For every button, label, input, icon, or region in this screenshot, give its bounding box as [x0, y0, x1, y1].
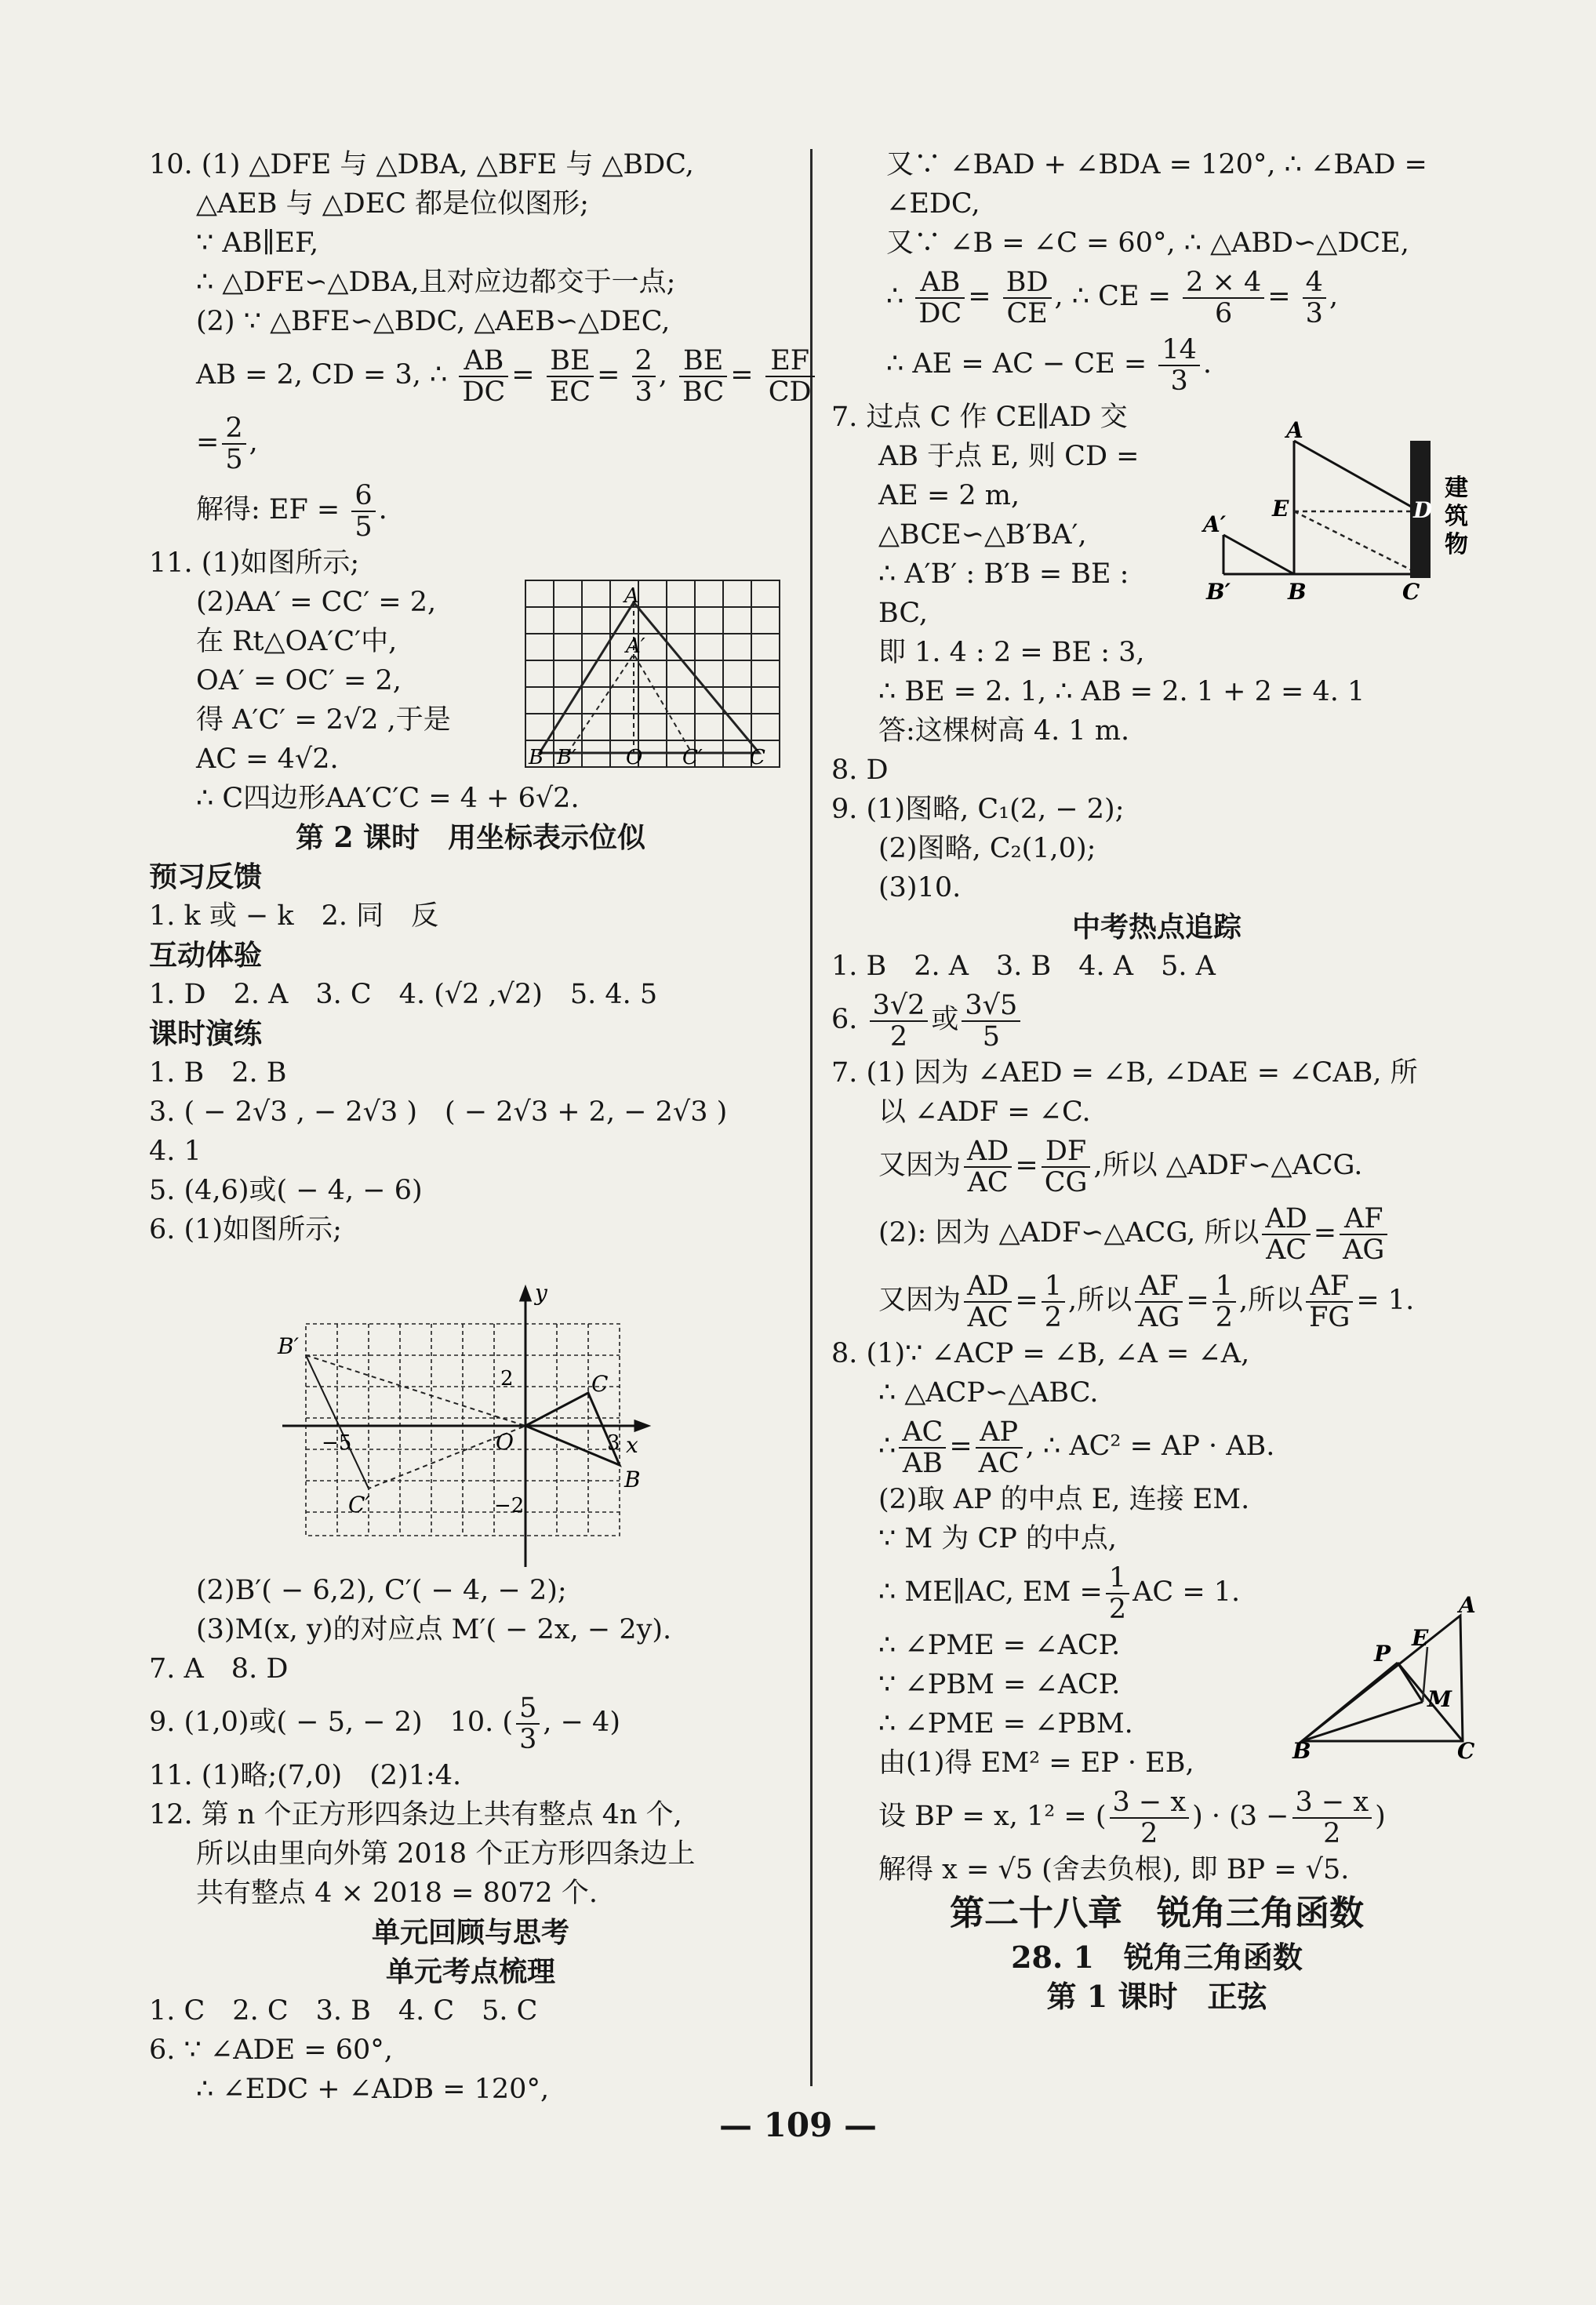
q10-line7: = $\frac{2}{5}$ , — [196, 412, 258, 475]
unit-a1: 1. C 2. C 3. B 4. C 5. C — [149, 1995, 538, 2027]
q10-line6: AB = 2, CD = 3, ∴ $\frac{AB}{DC}$ = $\frac{BE}{EC}$ = $\frac{2}{3}$ , $\frac{BE}{BC}$ = $\frac{EF}{CD}$ — [149, 341, 792, 409]
hq7-line1: 7. (1) 因为 ∠AED = ∠B, ∠DAE = ∠CAB, 所 — [831, 1057, 1418, 1089]
hq7-line2: 以 ∠ADF = ∠C. — [878, 1096, 1091, 1128]
tree-building-figure — [1200, 417, 1482, 609]
hq8-line5: ∵ M 为 CP 的中点, — [878, 1523, 1118, 1554]
label-C: C — [1457, 1738, 1475, 1761]
hq7-line3-suffix: ,所以 △ADF∽△ACG. — [1093, 1150, 1363, 1181]
hot-a6-or: 或 — [931, 1004, 959, 1035]
label-C-prime: C′ — [348, 1492, 370, 1518]
hot-a1: 1. B 2. A 3. B 4. A 5. A — [831, 951, 1216, 982]
practice-a11: 11. (1)略;(7,0) (2)1:4. — [149, 1760, 462, 1791]
q7-line5: ∴ A′B′ : B′B = BE : — [878, 558, 1129, 590]
r-line5-prefix: ∴ AE = AC − CE = — [886, 348, 1147, 380]
fraction: $\frac{AD}{AC}$ — [1262, 1204, 1310, 1265]
unit-a6-2: ∴ ∠EDC + ∠ADB = 120°, — [196, 2074, 550, 2105]
section-title: 28. 1 锐角三角函数 — [1011, 1940, 1303, 1975]
fraction: $\frac{1}{2}$ — [1106, 1563, 1129, 1624]
fraction: $\frac{AF}{FG}$ — [1306, 1271, 1353, 1332]
grid-triangle-figure — [524, 579, 783, 771]
practice-a6: 6. (1)如图所示; — [149, 1214, 342, 1245]
practice-a9 — [149, 1689, 792, 1756]
label-C-prime: C′ — [682, 746, 703, 769]
fraction: $\frac{4}{3}$ — [1303, 267, 1326, 329]
label-B: B — [1292, 1738, 1311, 1761]
label-B-prime: B′ — [278, 1333, 299, 1359]
a8: 8. D — [831, 754, 889, 786]
hq8-line9: ∴ ∠PME = ∠PBM. — [878, 1708, 1133, 1740]
fraction: $\frac{BE}{EC}$ — [547, 346, 594, 407]
label-B: B — [529, 746, 544, 769]
practice-a6-2: (2)B′( − 6,2), C′( − 4, − 2); — [196, 1575, 567, 1606]
q7-line7: 即 1. 4 : 2 = BE : 3, — [878, 637, 1145, 668]
left-column — [149, 145, 812, 2109]
practice-a3: 3. ( − 2√3 , − 2√3 ) ( − 2√3 + 2, − 2√3 ) — [149, 1096, 728, 1128]
axis-y-label: y — [535, 1280, 547, 1306]
hq8-line6-prefix: ∴ ME∥AC, EM = — [878, 1576, 1103, 1608]
coordinate-plane-figure — [274, 1277, 651, 1575]
q11-line6: AC = 4√2. — [196, 743, 339, 775]
q10-line8: 解得: EF = $\frac{6}{5}$ . — [196, 479, 387, 543]
label-D: D — [1413, 497, 1433, 523]
hq8-line4: (2)取 AP 的中点 E, 连接 EM. — [878, 1484, 1250, 1515]
label-C: C — [591, 1371, 609, 1397]
column-divider — [810, 149, 813, 2086]
q7-line4: △BCE∽△B′BA′, — [878, 519, 1087, 551]
hq7-line3: 又因为 $\frac{AD}{AC}$ = $\frac{DF}{CG}$ ,所以 △ADF∽△ACG. — [878, 1135, 1363, 1198]
q11-line4: OA′ = OC′ = 2, — [196, 665, 402, 696]
fraction: $\frac{AP}{AC}$ — [976, 1417, 1023, 1478]
fraction: $\frac{AF}{AG}$ — [1340, 1204, 1387, 1265]
q11-line2: (2)AA′ = CC′ = 2, — [196, 587, 437, 618]
q11-line1: 11. (1)如图所示; — [149, 547, 360, 579]
hq8-line8: ∵ ∠PBM = ∠ACP. — [878, 1669, 1121, 1700]
hq8-line11 — [831, 1783, 1482, 1850]
label-B: B — [1288, 579, 1307, 605]
tick-neg2: −2 — [494, 1494, 525, 1518]
fraction: $\frac{2 \times 4}{6}$ — [1183, 267, 1264, 329]
hq8-line12: 解得 x = √5 (舍去负根), 即 BP = √5. — [878, 1854, 1350, 1885]
label-O: O — [626, 746, 643, 769]
fraction: $\frac{3√2}{2}$ — [870, 991, 929, 1052]
q7-line2: AB 于点 E, 则 CD = — [878, 441, 1140, 472]
r-line5: ∴ AE = AC − CE = $\frac{14}{3}$ . — [886, 333, 1212, 397]
label-A: A — [1286, 417, 1303, 443]
label-B-prime: B′ — [557, 746, 577, 769]
hq8-line3-prefix: ∴ — [878, 1431, 896, 1462]
label-B-prime: B′ — [1206, 579, 1231, 605]
q9-line2: (2)图略, C₂(1,0); — [878, 833, 1096, 864]
practice-a1: 1. B 2. B — [149, 1057, 287, 1089]
fraction: $\frac{2}{5}$ — [222, 413, 245, 474]
hq7-line5-mid: ,所以 — [1067, 1285, 1132, 1316]
r-line3: 又∵ ∠B = ∠C = 60°, ∴ △ABD∽△DCE, — [886, 227, 1409, 259]
tick-neg5: −5 — [322, 1431, 352, 1455]
label-E: E — [1272, 496, 1289, 522]
building-char-2: 筑 — [1445, 503, 1468, 530]
fraction: $\frac{2}{3}$ — [632, 346, 656, 407]
q7-line1: 7. 过点 C 作 CE∥AD 交 — [831, 402, 1128, 433]
label-C: C — [750, 746, 765, 769]
hq7-line5-prefix: 又因为 — [878, 1285, 962, 1316]
r-line2: ∠EDC, — [886, 188, 980, 220]
hot-a6 — [831, 986, 1482, 1053]
practice-a4: 4. 1 — [149, 1136, 202, 1167]
fraction: $\frac{AB}{DC}$ — [459, 346, 508, 407]
building-char-3: 物 — [1445, 531, 1468, 558]
hq8-line11-suffix: ) — [1375, 1801, 1386, 1832]
chapter-title: 第二十八章 锐角三角函数 — [950, 1893, 1364, 1933]
fraction: $\frac{1}{2}$ — [1042, 1271, 1065, 1332]
hq8-line6-suffix: AC = 1. — [1132, 1576, 1241, 1608]
q11-line7: ∴ C四边形AA′C′C = 4 + 6√2. — [196, 783, 580, 814]
hq7-line4-prefix: (2): 因为 △ADF∽△ACG, 所以 — [878, 1217, 1260, 1249]
q10-line6-prefix: AB = 2, CD = 3, ∴ — [196, 359, 448, 391]
hq7-line3-prefix: 又因为 — [878, 1150, 962, 1181]
q10-line2: △AEB 与 △DEC 都是位似图形; — [196, 188, 589, 220]
hot-title: 中考热点追踪 — [1071, 911, 1242, 943]
q7-line9: 答:这棵树高 4. 1 m. — [878, 715, 1130, 747]
label-O: O — [496, 1429, 514, 1455]
practice-a9-suffix: , − 4) — [543, 1707, 620, 1738]
r-line4-mid: , ∴ CE = — [1054, 281, 1171, 312]
hq8-line7: ∴ ∠PME = ∠ACP. — [878, 1630, 1121, 1661]
fraction: $\frac{3√5}{5}$ — [962, 991, 1020, 1052]
hq8-line2: ∴ △ACP∽△ABC. — [878, 1377, 1099, 1409]
practice-a12-line3: 共有整点 4 × 2018 = 8072 个. — [196, 1878, 598, 1909]
interactive-heading: 互动体验 — [149, 939, 263, 972]
fraction: $\frac{AC}{AB}$ — [899, 1417, 946, 1478]
hq8-line10: 由(1)得 EM² = EP · EB, — [878, 1747, 1194, 1779]
fraction: $\frac{AF}{AG}$ — [1135, 1271, 1183, 1332]
q10-line4: ∴ △DFE∽△DBA,且对应边都交于一点; — [196, 267, 676, 298]
fraction: $\frac{EF}{CD}$ — [765, 346, 815, 407]
r-line4: ∴ $\frac{AB}{DC}$ = $\frac{BD}{CE}$ , ∴ CE = $\frac{2 \times 4}{6}$ = $\frac{4}{3}$ , — [886, 266, 1339, 329]
label-E: E — [1412, 1625, 1429, 1651]
fraction: $\frac{BE}{BC}$ — [679, 346, 727, 407]
hq8-line3: ∴ $\frac{AC}{AB}$ = $\frac{AP}{AC}$ , ∴ AC² = AP · AB. — [878, 1416, 1275, 1479]
fraction: $\frac{3 - x}{2}$ — [1292, 1787, 1372, 1849]
label-A-prime: A′ — [626, 634, 645, 658]
r-line1: 又∵ ∠BAD + ∠BDA = 120°, ∴ ∠BAD = — [886, 149, 1427, 180]
practice-a5: 5. (4,6)或( − 4, − 6) — [149, 1175, 423, 1206]
label-A: A — [624, 584, 639, 608]
fraction: $\frac{AD}{AC}$ — [964, 1136, 1012, 1198]
unit-points-title: 单元考点梳理 — [385, 1955, 555, 1988]
interactive-answers: 1. D 2. A 3. C 4. (√2 ,√2) 5. 4. 5 — [149, 979, 658, 1010]
label-B: B — [624, 1467, 641, 1492]
practice-a12-line1: 12. 第 n 个正方形四条边上共有整点 4n 个, — [149, 1799, 682, 1831]
label-C: C — [1402, 579, 1420, 605]
hq7-line4: (2): 因为 △ADF∽△ACG, 所以 $\frac{AD}{AC}$ = $\frac{AF}{AG}$ — [831, 1199, 1482, 1267]
hq8-line11-mid: ) · (3 − — [1192, 1801, 1289, 1832]
q7-line3: AE = 2 m, — [878, 480, 1020, 511]
fraction: $\frac{6}{5}$ — [351, 481, 375, 542]
building-char-1: 建 — [1445, 474, 1468, 502]
fraction: $\frac{5}{3}$ — [516, 1693, 540, 1754]
lesson-2-title: 第 2 课时 用坐标表示位似 — [295, 821, 646, 854]
q7-line8: ∴ BE = 2. 1, ∴ AB = 2. 1 + 2 = 4. 1 — [878, 676, 1365, 707]
fraction: $\frac{14}{3}$ — [1158, 335, 1200, 396]
practice-a7: 7. A 8. D — [149, 1653, 289, 1685]
r-line4-prefix: ∴ — [886, 281, 904, 312]
triangle-pm-figure — [1286, 1592, 1482, 1761]
q10-line1: 10. (1) △DFE 与 △DBA, △BFE 与 △BDC, — [149, 149, 694, 180]
practice-a9-prefix: 9. (1,0)或( − 5, − 2) 10. ( — [149, 1707, 514, 1738]
preview-answers: 1. k 或 − k 2. 同 反 — [149, 900, 439, 932]
label-A: A — [1459, 1592, 1476, 1618]
tick-3: 3 — [607, 1431, 620, 1455]
hq8-line11-prefix: 设 BP = x, 1² = ( — [878, 1801, 1107, 1832]
axis-x-label: x — [626, 1432, 638, 1458]
unit-review-title: 单元回顾与思考 — [371, 1916, 569, 1949]
fraction: $\frac{AD}{AC}$ — [964, 1271, 1012, 1332]
lesson-title: 第 1 课时 正弦 — [1046, 1979, 1267, 2014]
label-M: M — [1427, 1686, 1452, 1712]
fraction: $\frac{AB}{DC}$ — [915, 267, 965, 329]
q11-line3: 在 Rt△OA′C′中, — [196, 626, 398, 657]
q7-line6: BC, — [878, 598, 929, 629]
preview-heading: 预习反馈 — [149, 860, 263, 893]
hq7-line5: 又因为 $\frac{AD}{AC}$ = $\frac{1}{2}$ ,所以 $\frac{AF}{AG}$ = $\frac{1}{2}$ ,所以 $\frac{AF}{FG}$ = 1. — [878, 1270, 1415, 1333]
tick-2: 2 — [500, 1367, 514, 1391]
q9-line1: 9. (1)图略, C₁(2, − 2); — [831, 794, 1125, 825]
hq7-line5-mid2: ,所以 — [1238, 1285, 1303, 1316]
fraction: $\frac{3 - x}{2}$ — [1110, 1787, 1190, 1849]
practice-a6-3: (3)M(x, y)的对应点 M′( − 2x, − 2y). — [196, 1614, 672, 1645]
hq7-line5-suffix: = 1. — [1356, 1285, 1415, 1316]
practice-a12-line2: 所以由里向外第 2018 个正方形四条边上 — [196, 1838, 696, 1870]
practice-heading: 课时演练 — [149, 1017, 263, 1050]
fraction: $\frac{1}{2}$ — [1212, 1271, 1236, 1332]
label-A-prime: A′ — [1203, 511, 1227, 537]
fraction: $\frac{DF}{CG}$ — [1042, 1136, 1091, 1198]
q9-line3: (3)10. — [878, 872, 962, 903]
unit-a6: 6. ∵ ∠ADE = 60°, — [149, 2034, 393, 2066]
hq8-line3-suffix: , ∴ AC² = AP · AB. — [1025, 1431, 1275, 1462]
label-P: P — [1374, 1641, 1391, 1667]
fraction: $\frac{BD}{CE}$ — [1003, 267, 1052, 329]
q10-line8-prefix: 解得: EF = — [196, 494, 340, 525]
q11-line5: 得 A′C′ = 2√2 ,于是 — [196, 704, 451, 736]
q10-line5: (2) ∵ △BFE∽△BDC, △AEB∽△DEC, — [196, 306, 671, 337]
hot-a6-prefix: 6. — [831, 1004, 858, 1035]
q10-line3: ∵ AB∥EF, — [196, 227, 319, 259]
hq8-line1: 8. (1)∵ ∠ACP = ∠B, ∠A = ∠A, — [831, 1338, 1250, 1369]
page-number: — 109 — — [719, 2106, 877, 2144]
